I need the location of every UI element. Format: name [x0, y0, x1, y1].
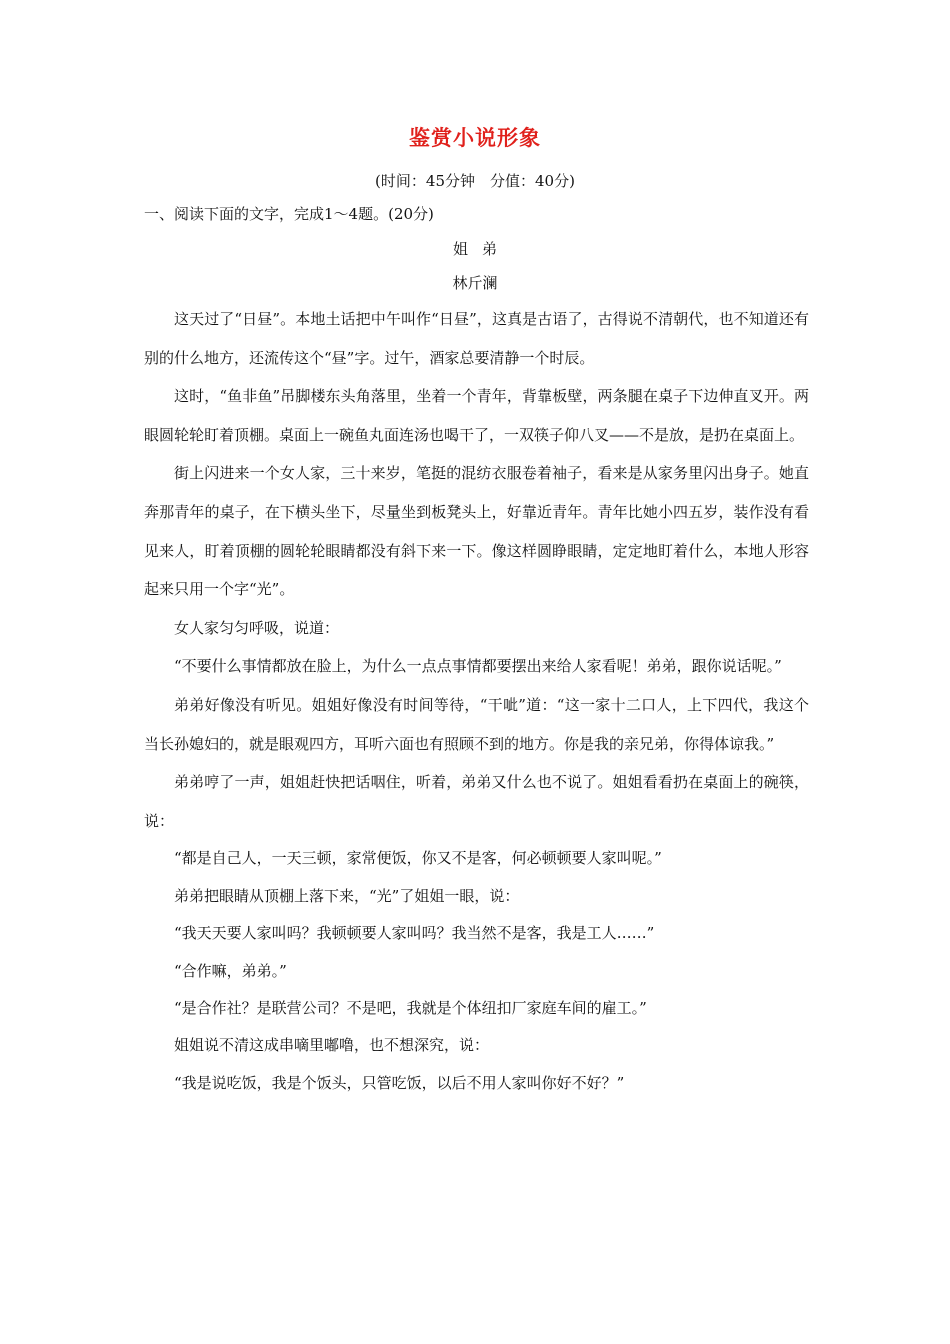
- exam-meta: (时间：45分钟 分值：40分): [375, 172, 575, 190]
- paragraph: 这天过了“日昼”。本地土话把中午叫作“日昼”，这真是古语了，古得说不清朝代，也不知道还有别的什么地方，还流传这个“昼”字。过午，酒家总要清静一个时辰。: [144, 310, 809, 367]
- story-body: [144, 300, 809, 1102]
- paragraph: “不要什么事情都放在脸上，为什么一点点事情都要摆出来给人家看呢！弟弟，跟你说话呢。”: [174, 657, 782, 676]
- paragraph: 弟弟好像没有听见。姐姐好像没有时间等待，“干呲”道：“这一家十二口人，上下四代，我这个当长孙媳妇的，就是眼观四方，耳听六面也有照顾不到的地方。你是我的亲兄弟，你得体谅我。”: [144, 695, 809, 753]
- paragraph: “我是说吃饭，我是个饭头，只管吃饭，以后不用人家叫你好不好？”: [174, 1073, 625, 1092]
- paragraph: 弟弟哼了一声，姐姐赶快把话咽住，听着，弟弟又什么也不说了。姐姐看看扔在桌面上的碗筷，说：: [144, 773, 809, 830]
- paragraph: 弟弟把眼睛从顶棚上落下来，“光”了姐姐一眼，说：: [174, 886, 520, 905]
- story-author: 林斤澜: [452, 274, 498, 292]
- paragraph: “合作嘛，弟弟。”: [174, 961, 287, 980]
- paragraph: “都是自己人，一天三顿，家常便饭，你又不是客，何必顿顿要人家叫呢。”: [174, 849, 662, 868]
- paragraph: 街上闪进来一个女人家，三十来岁，笔挺的混纺衣服卷着袖子，看来是从家务里闪出身子。她直奔那青年的桌子，在下横头坐下，尽量坐到板凳头上，好靠近青年。青年比她小四五岁，装作没有看见来人，盯着顶棚的圆轮轮眼睛都没有斜下来一下。像这样圆睁眼睛，定定地盯着什么，本地人形容起来只用一个字“光”。: [144, 464, 809, 599]
- page-title: 鉴赏小说形象: [409, 126, 541, 150]
- paragraph: “是合作社？是联营公司？不是吧，我就是个体纽扣厂家庭车间的雇工。”: [174, 998, 647, 1017]
- section-instruction: 一、阅读下面的文字，完成1～4题。(20分): [144, 205, 434, 223]
- paragraph: 姐姐说不清这成串嘀里嘟噜，也不想深究，说：: [174, 1036, 490, 1055]
- story-title: 姐弟: [452, 240, 511, 258]
- paragraph: “我天天要人家叫吗？我顿顿要人家叫吗？我当然不是客，我是工人……”: [174, 924, 655, 943]
- paragraph: 这时，“鱼非鱼”吊脚楼东头角落里，坐着一个青年，背靠板壁，两条腿在桌子下边伸直叉开。两眼圆轮轮盯着顶棚。桌面上一碗鱼丸面连汤也喝干了，一双筷子仰八叉——不是放，是扔在桌面上。: [144, 387, 809, 444]
- paragraph: 女人家匀匀呼吸，说道：: [174, 618, 340, 637]
